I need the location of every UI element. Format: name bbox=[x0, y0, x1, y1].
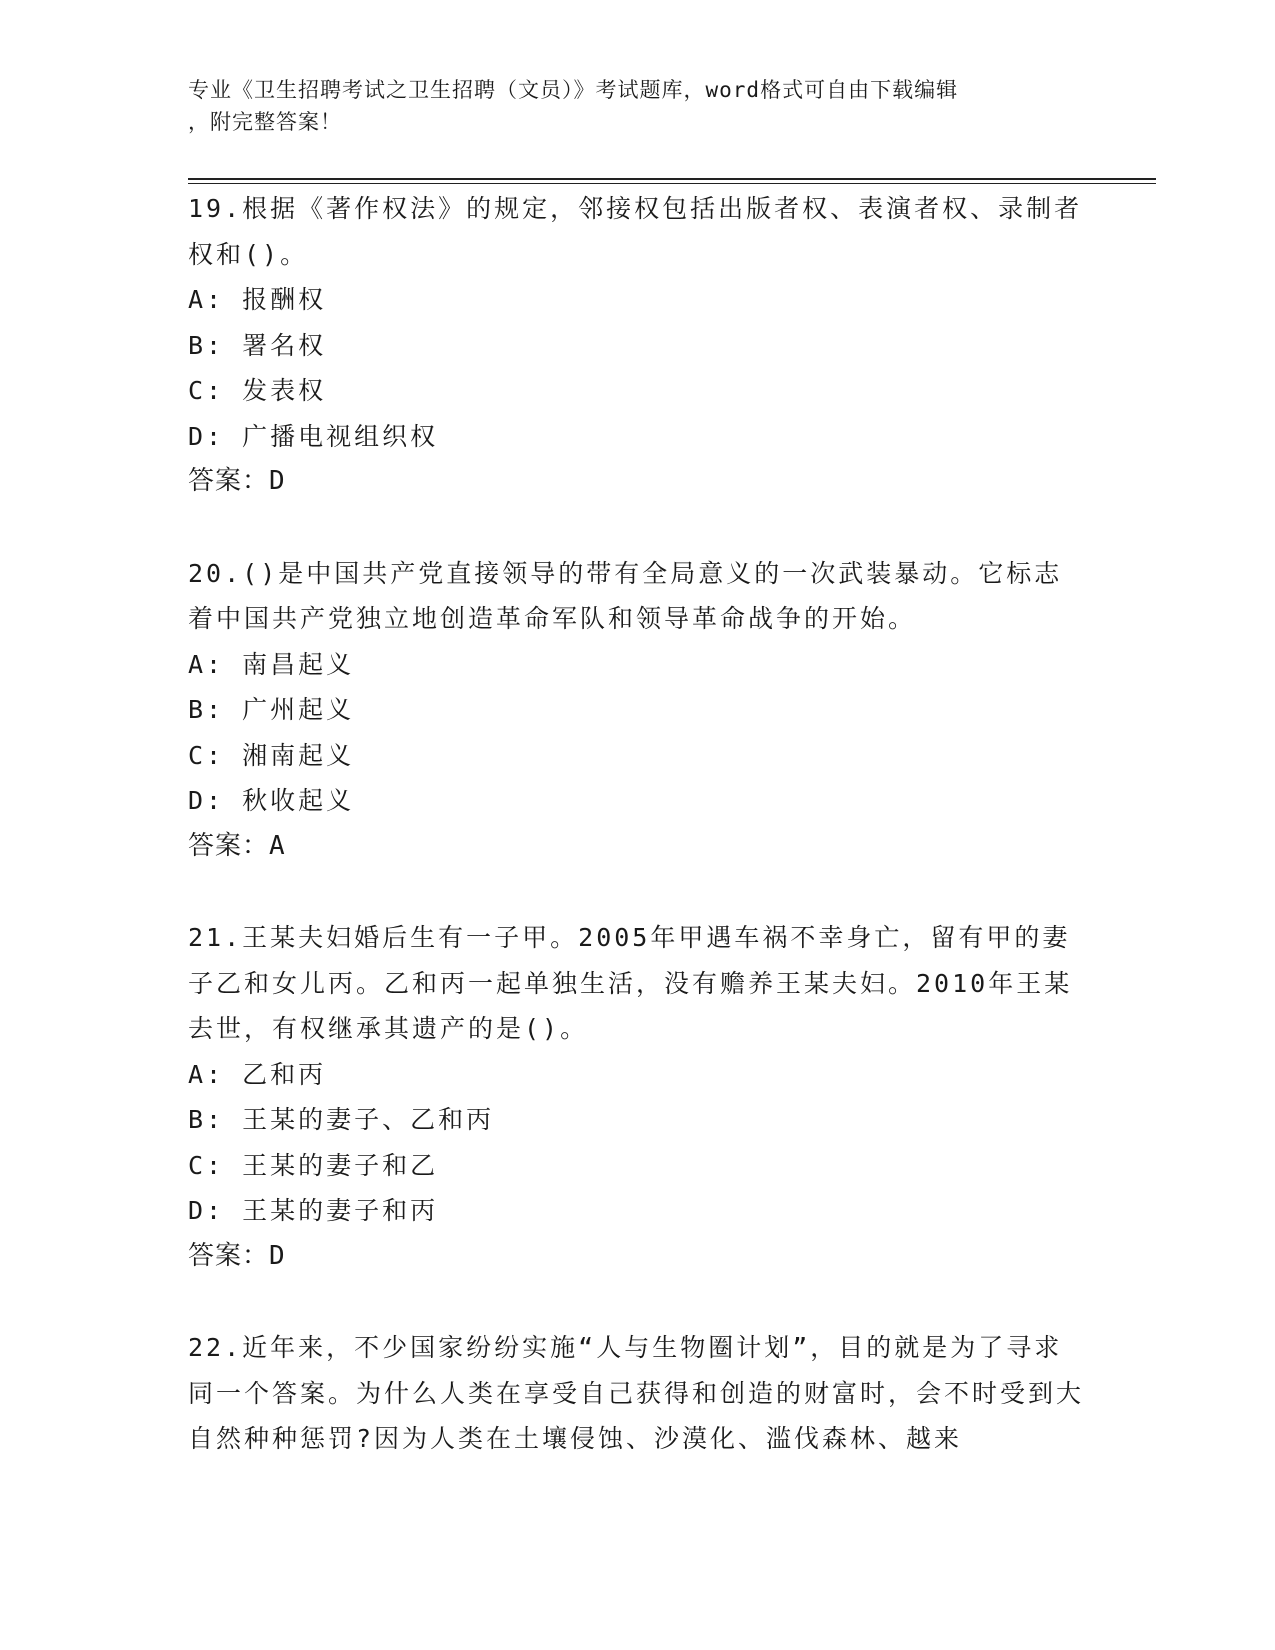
option-c: C: 王某的妻子和乙 bbox=[188, 1150, 439, 1180]
answer-line: 答案：A bbox=[188, 830, 286, 861]
question-19 bbox=[188, 186, 1088, 505]
question-stem: 19.根据《著作权法》的规定，邻接权包括出版者权、表演者权、录制者权和()。 bbox=[188, 194, 1083, 269]
question-21 bbox=[188, 915, 1088, 1279]
question-22 bbox=[188, 1325, 1088, 1462]
header-line-2: ，附完整答案！ bbox=[188, 110, 342, 134]
option-a: A: 南昌起义 bbox=[188, 649, 355, 679]
option-a: A: 乙和丙 bbox=[188, 1059, 327, 1089]
document-header bbox=[188, 74, 1088, 138]
question-stem: 20.()是中国共产党直接领导的带有全局意义的一次武装暴动。它标志着中国共产党独立地创造革命军队和领导革命战争的开始。 bbox=[188, 558, 1063, 633]
answer-line: 答案：D bbox=[188, 466, 286, 496]
option-c: C: 发表权 bbox=[188, 376, 327, 405]
header-rule-thin bbox=[188, 183, 1156, 184]
option-c: C: 湘南起义 bbox=[188, 740, 355, 770]
answer-line: 答案：D bbox=[188, 1240, 286, 1271]
header-line-1: 专业《卫生招聘考试之卫生招聘（文员）》考试题库，word格式可自由下载编辑 bbox=[188, 78, 959, 102]
question-stem: 22.近年来，不少国家纷纷实施“人与生物圈计划”，目的就是为了寻求同一个答案。为什么人类在享受自己获得和创造的财富时，会不时受到大自然种种惩罚?因为人类在土壤侵蚀、沙漠化、滥伐森林、越来 bbox=[188, 1333, 1085, 1453]
option-a: A: 报酬权 bbox=[188, 285, 327, 314]
question-20 bbox=[188, 551, 1088, 870]
option-d: D: 秋收起义 bbox=[188, 786, 355, 815]
question-stem: 21.王某夫妇婚后生有一子甲。2005年甲遇车祸不幸身亡，留有甲的妻子乙和女儿丙。乙和丙一起单独生活，没有赡养王某夫妇。2010年王某去世，有权继承其遗产的是()。 bbox=[188, 923, 1073, 1043]
header-rule-thick bbox=[188, 178, 1156, 180]
option-d: D: 王某的妻子和丙 bbox=[188, 1196, 439, 1225]
option-b: B: 署名权 bbox=[188, 330, 327, 360]
question-list bbox=[188, 186, 1088, 1508]
option-b: B: 王某的妻子、乙和丙 bbox=[188, 1105, 495, 1134]
option-b: B: 广州起义 bbox=[188, 695, 355, 724]
option-d: D: 广播电视组织权 bbox=[188, 421, 439, 451]
